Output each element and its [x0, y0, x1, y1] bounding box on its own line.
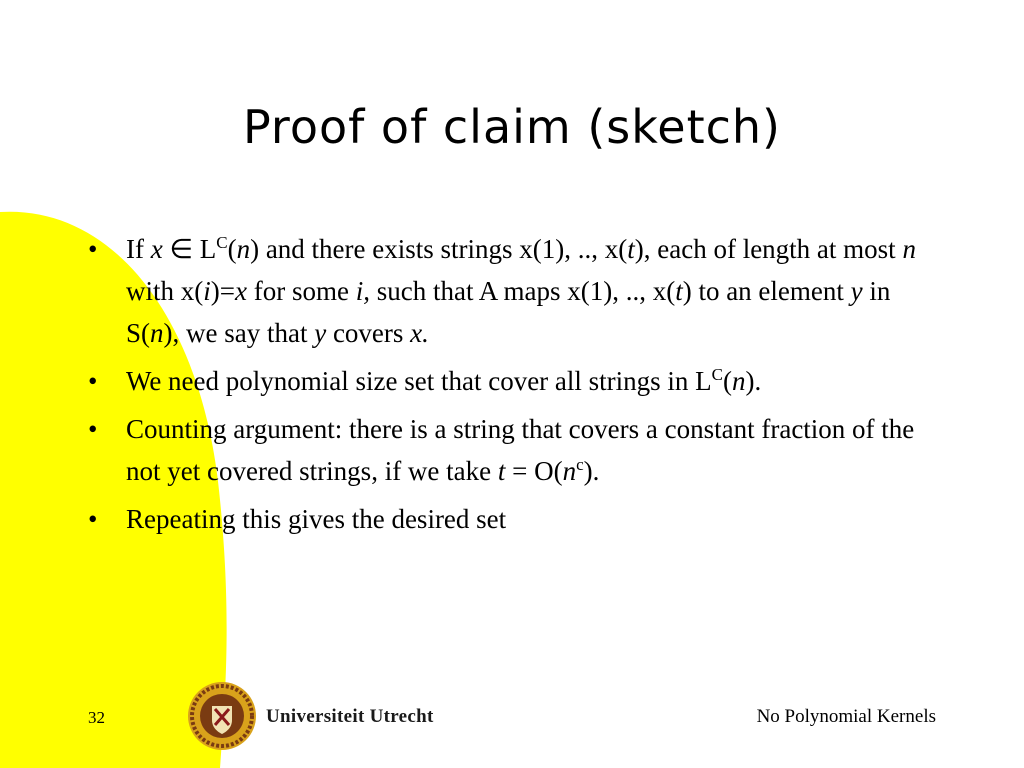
text-run: = O( — [505, 456, 563, 486]
presentation-title: No Polynomial Kernels — [756, 706, 936, 727]
text-run: If — [126, 234, 151, 264]
text-run: Repeating this gives the desired set — [126, 504, 507, 534]
math-var: x — [234, 276, 247, 306]
math-var: n — [732, 366, 746, 396]
bullet-dot-icon: • — [88, 366, 98, 396]
bullet-item-4 — [88, 498, 948, 540]
math-var: y — [314, 318, 327, 348]
text-run: ) and there exists strings x(1), .., x( — [250, 234, 628, 264]
bullet-list — [88, 228, 948, 546]
university-seal-icon — [186, 680, 258, 752]
math-var: t — [675, 276, 683, 306]
math-var: n — [236, 234, 251, 264]
math-var: i — [203, 276, 211, 306]
math-var: i, — [355, 276, 370, 306]
text-run: for some — [246, 276, 356, 306]
text-run: )= — [210, 276, 235, 306]
math-var: x — [150, 234, 163, 264]
superscript: C — [216, 233, 228, 252]
text-run: Counting argument: there is a string that covers a constant fraction of the not yet covered strings, if we take — [126, 414, 915, 486]
superscript: C — [711, 365, 724, 384]
text-run: We need polynomial size set that cover all strings in L — [126, 366, 712, 396]
bullet-dot-icon: • — [88, 234, 98, 264]
slide-title: Proof of claim (sketch) — [242, 100, 781, 154]
text-run: ( — [723, 366, 733, 396]
bullet-dot-icon: • — [88, 504, 98, 534]
university-name: Universiteit Utrecht — [266, 706, 434, 727]
bullet-item-3 — [88, 408, 948, 492]
math-var: t — [627, 234, 635, 264]
math-var: n — [150, 318, 164, 348]
bullet-item-2 — [88, 360, 948, 402]
text-run: in S( — [126, 276, 891, 348]
text-run: with x( — [126, 276, 204, 306]
bullet-dot-icon: • — [88, 414, 98, 444]
slide-number: 32 — [88, 708, 105, 727]
text-run: ∈ L — [162, 234, 217, 264]
text-run: ). — [583, 456, 600, 486]
bullet-item-1 — [88, 228, 948, 354]
math-var: x. — [410, 318, 429, 348]
text-run: such that A maps x(1), .., x( — [369, 276, 676, 306]
math-var: n — [902, 234, 916, 264]
text-run: ), we say that — [163, 318, 315, 348]
text-run: ), each of length at most — [634, 234, 903, 264]
text-run: covers — [326, 318, 411, 348]
text-run: ( — [227, 234, 237, 264]
math-var: y — [850, 276, 863, 306]
math-var: n — [562, 456, 577, 486]
math-var: t — [497, 456, 506, 486]
superscript: c — [576, 455, 584, 474]
text-run: ) to an element — [682, 276, 851, 306]
text-run: ). — [745, 366, 762, 396]
